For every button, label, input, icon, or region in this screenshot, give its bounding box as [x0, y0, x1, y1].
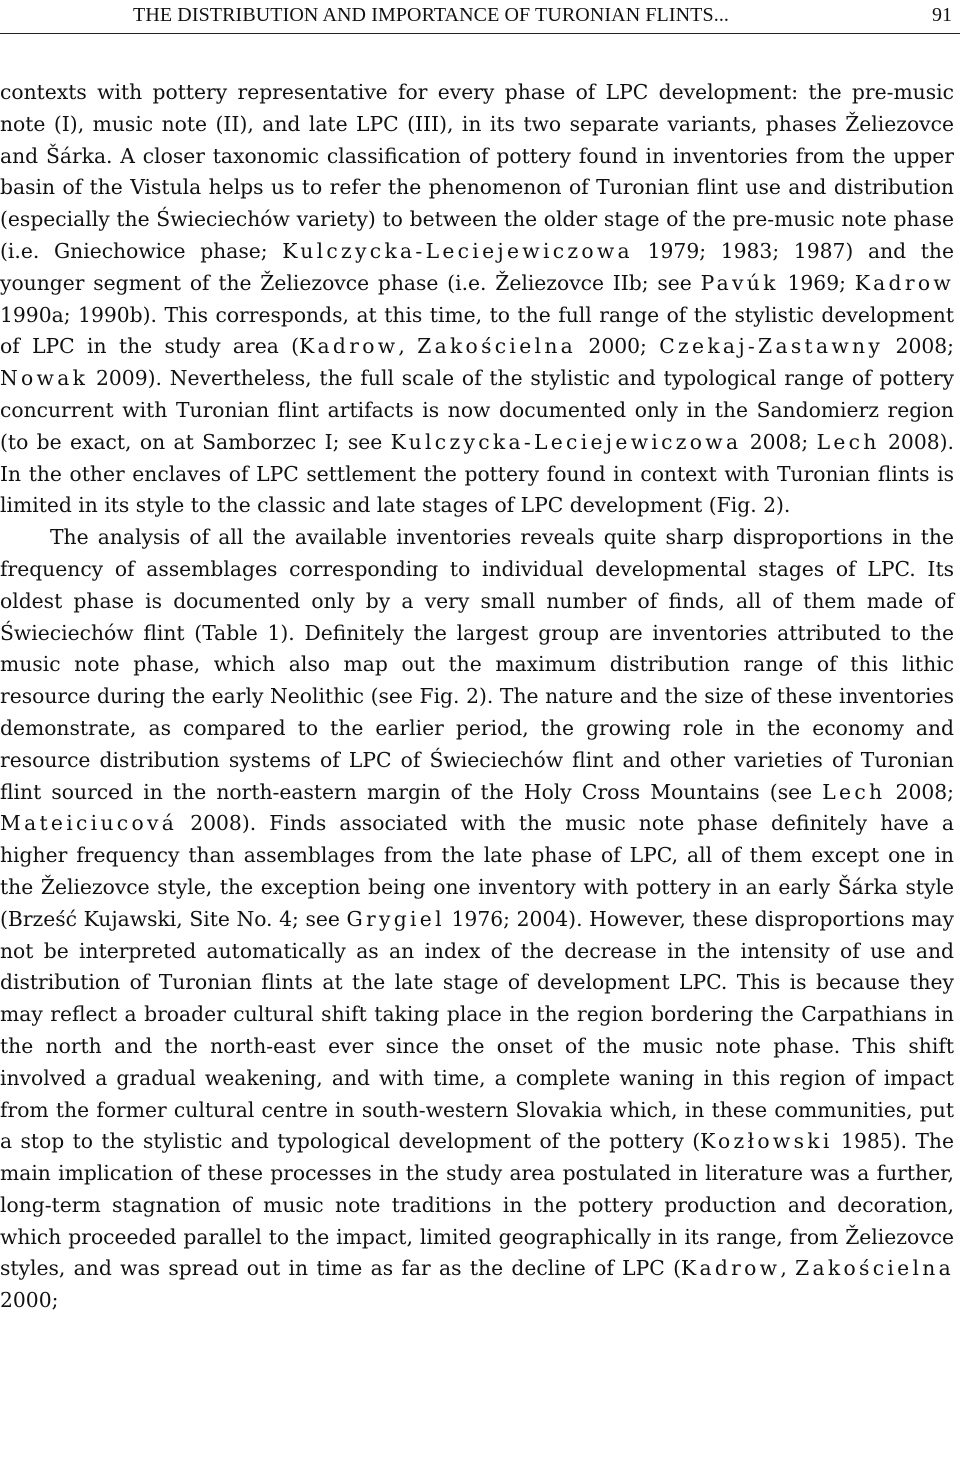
author-citation: Kulczycka-Leciejewiczowa	[390, 429, 742, 454]
running-header	[0, 0, 960, 34]
text-run: 2008;	[885, 779, 954, 804]
author-citation: Grygiel	[346, 906, 445, 931]
author-citation: Zakościelna	[795, 1256, 954, 1281]
text-run: 1990a; 1990b). This corresponds, at this time, to the full range of the stylistic development of LPC in the study area (	[0, 302, 954, 359]
page-number: 91	[932, 4, 952, 26]
author-citation: Kadrow	[681, 1256, 781, 1281]
text-run: 2000;	[576, 334, 660, 359]
paragraph-1	[0, 77, 954, 522]
author-citation: Kadrow	[299, 334, 399, 359]
author-citation: Nowak	[0, 366, 89, 391]
body-text	[0, 77, 954, 1317]
text-run: 1976; 2004). However, these disproportions may not be interpreted automatically as an index of the decrease in the intensity of use and distribution of Turonian flints at the late stage of development LPC. This is because they may reflect a broader cultural shift taking place in the region bordering the Carpathians in the north and the north-east ever since the onset of the music note phase. This shift involved a gradual weakening, and with time, a complete waning in this region of impact from the former cultural centre in south-western Slovakia which, in these communities, put a stop to the stylistic and typological development of the pottery (	[0, 906, 954, 1154]
author-citation: Czekaj-Zastawny	[659, 334, 884, 359]
text-run: 2008;	[741, 429, 817, 454]
author-citation: Mateiciucová	[0, 811, 178, 836]
text-run: 2008). Finds associated with the music note phase definitely have a higher frequency than assemblages from the late phase of LPC, all of them except one in the Želiezovce style, the exception being one inventory with pottery in an early Šárka style (Brześć Kujawski, Site No. 4; see	[0, 811, 954, 931]
author-citation: Zakościelna	[417, 334, 577, 359]
text-run: contexts with pottery representative for every phase of LPC development: the pre-music note (I), music note (II), and late LPC (III), in its two separate variants, phases Želiezovce and Šárka. A closer taxonomic classification of pottery found in inventories from the upper basin of the Vistula helps us to refer the phenomenon of Turonian flint use and distribution (especially the Świeciechów variety) to between the older stage of the pre-music note phase (i.e. Gniechowice phase;	[0, 80, 954, 263]
text-run: 2009). Nevertheless, the full scale of the stylistic and typological range of pottery concurrent with Turonian flint artifacts is now documented only in the Sandomierz region (to be exact, on at Samborzec I; see	[0, 366, 954, 454]
text-run: 1985). The main implication of these processes in the study area postulated in literature was a further, long-term stagnation of music note traditions in the pottery production and decoration, which proceeded parallel to the impact, limited geographically in its range, from Želiezovce styles, and was spread out in time as far as the decline of LPC (	[0, 1129, 955, 1281]
text-run: 2000;	[0, 1288, 59, 1313]
author-citation: Kulczycka-Leciejewiczowa	[282, 238, 633, 263]
author-citation: Kozłowski	[700, 1129, 833, 1154]
text-run: 1979; 1983; 1987) and the younger segment of the Želiezovce phase (i.e. Želiezovce IIb; see	[0, 238, 954, 295]
author-citation: Pavúk	[700, 270, 779, 295]
text-run: 1969;	[778, 270, 855, 295]
text-run: ,	[398, 334, 418, 359]
text-run: The analysis of all the available inventories reveals quite sharp disproportions in the frequency of assemblages corresponding to individual developmental stages of LPC. Its oldest phase is documented only by a very small number of finds, all of them made of Świeciechów flint (Table 1). Definitely the largest group are inventories attributed to the music note phase, which also map out the maximum distribution range of this lithic resource during the early Neolithic (see Fig. 2). The nature and the size of these inventories demonstrate, as compared to the earlier period, the growing role in the economy and resource distribution systems of LPC of Świeciechów flint and other varieties of Turonian flint sourced in the north-eastern margin of the Holy Cross Mountains (see	[0, 525, 954, 804]
paragraph-2	[0, 522, 954, 1317]
text-run: ,	[780, 1256, 796, 1281]
running-title: THE DISTRIBUTION AND IMPORTANCE OF TURONIAN FLINTS...	[133, 4, 730, 26]
author-citation: Lech	[822, 779, 886, 804]
author-citation: Kadrow	[854, 270, 954, 295]
author-citation: Lech	[816, 429, 880, 454]
text-run: 2008). In the other enclaves of LPC settlement the pottery found in context with Turonian flints is limited in its style to the classic and late stages of LPC development (Fig. 2).	[0, 429, 955, 518]
text-run: 2008;	[883, 334, 954, 359]
